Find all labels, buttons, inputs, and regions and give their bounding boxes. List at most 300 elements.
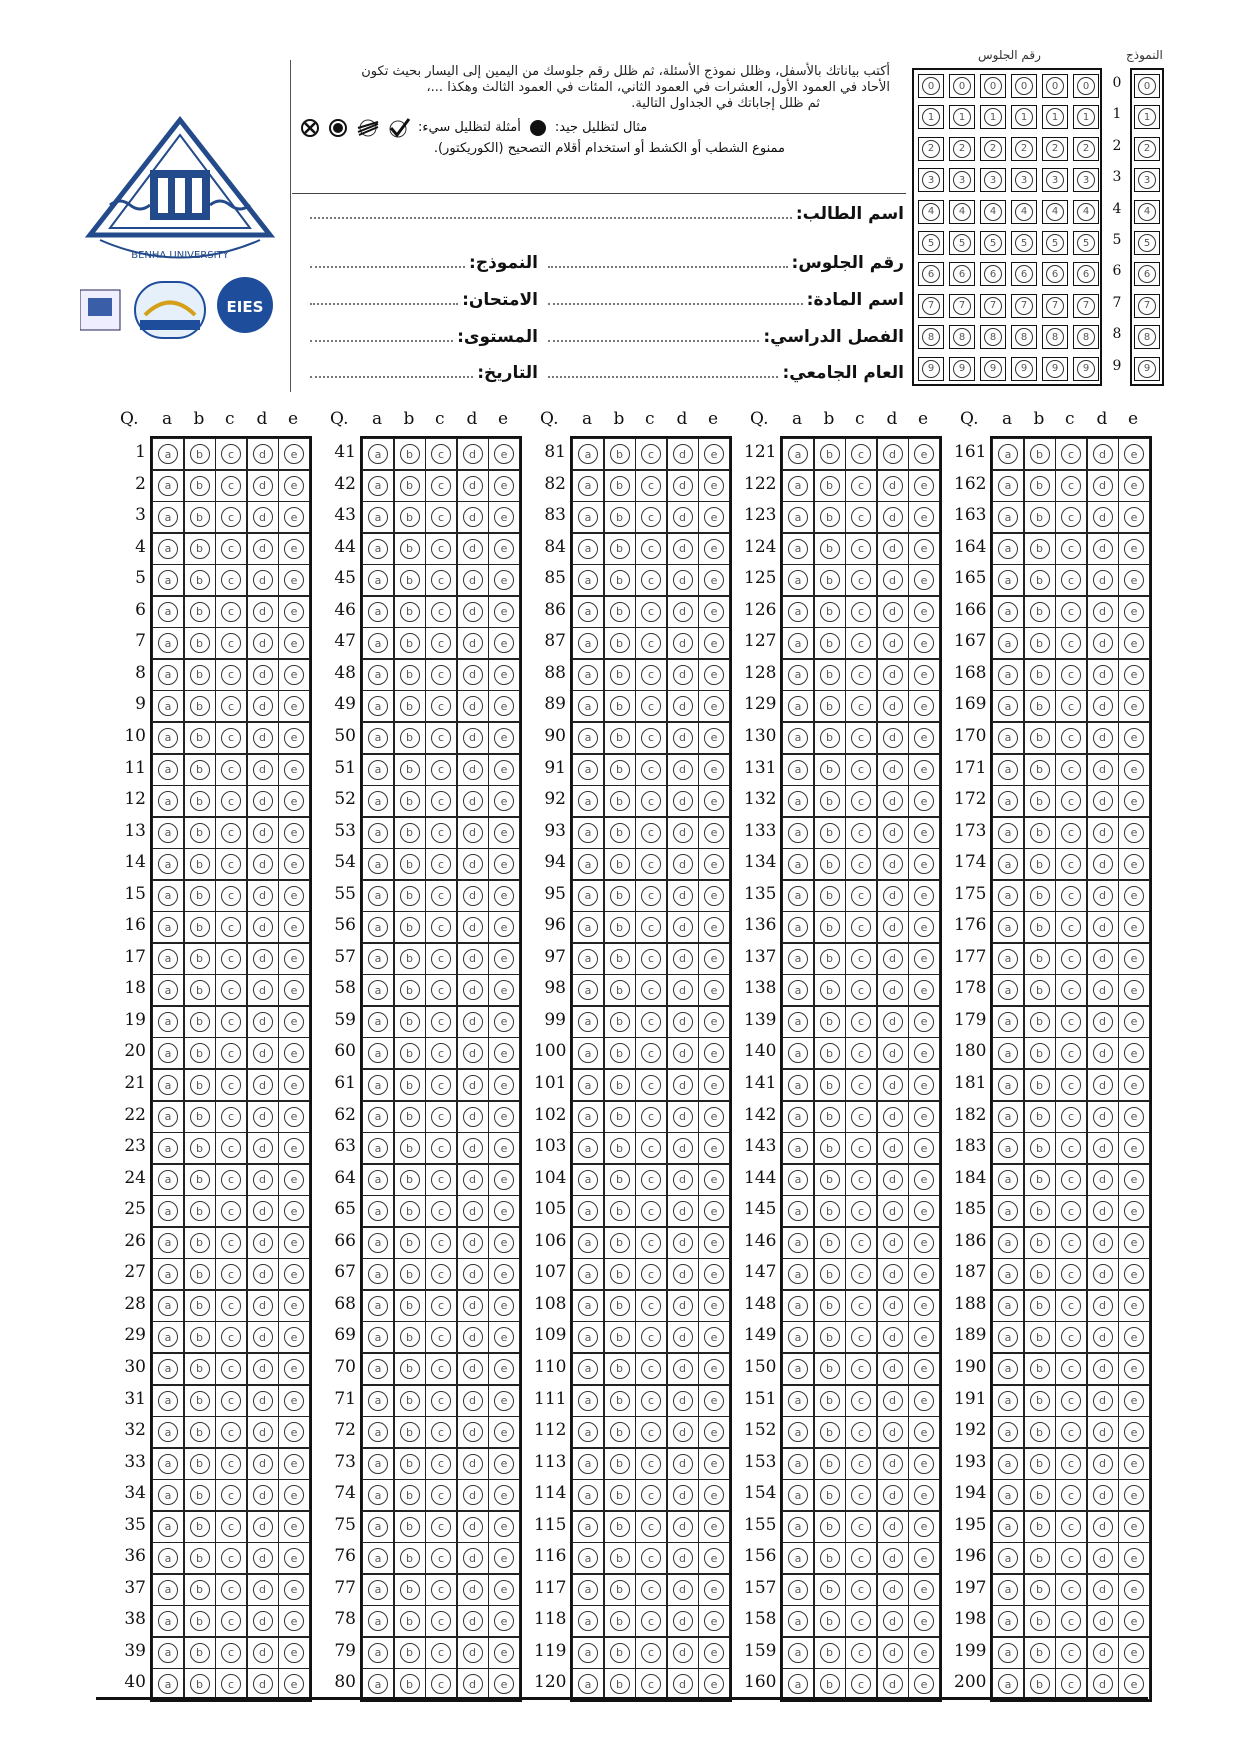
model-digit-cell[interactable] — [1134, 294, 1160, 318]
answer-cell-d[interactable] — [877, 596, 909, 628]
answer-cell-d[interactable] — [667, 943, 699, 975]
answer-cell-a[interactable] — [572, 974, 604, 1006]
answer-cell-e[interactable] — [698, 1195, 730, 1227]
answer-cell-b[interactable] — [184, 911, 216, 943]
answer-cell-e[interactable] — [908, 1069, 940, 1101]
answer-cell-a[interactable] — [992, 470, 1024, 502]
answer-cell-b[interactable] — [814, 533, 846, 565]
answer-cell-e[interactable] — [488, 1258, 520, 1290]
answer-cell-b[interactable] — [814, 722, 846, 754]
answer-cell-e[interactable] — [908, 1006, 940, 1038]
answer-cell-e[interactable] — [488, 1479, 520, 1511]
answer-cell-d[interactable] — [667, 1668, 699, 1700]
answer-cell-e[interactable] — [698, 1605, 730, 1637]
answer-cell-e[interactable] — [908, 1321, 940, 1353]
date-field[interactable] — [310, 363, 538, 383]
answer-cell-b[interactable] — [604, 1385, 636, 1417]
answer-cell-b[interactable] — [394, 1132, 426, 1164]
seat-digit-cell[interactable] — [1042, 294, 1068, 318]
answer-cell-d[interactable] — [877, 848, 909, 880]
answer-cell-c[interactable] — [845, 690, 877, 722]
answer-cell-e[interactable] — [488, 659, 520, 691]
answer-cell-b[interactable] — [814, 659, 846, 691]
answer-cell-b[interactable] — [1024, 1101, 1056, 1133]
answer-cell-a[interactable] — [992, 1101, 1024, 1133]
answer-cell-c[interactable] — [215, 1574, 247, 1606]
answer-cell-c[interactable] — [635, 659, 667, 691]
answer-cell-e[interactable] — [908, 1164, 940, 1196]
answer-cell-e[interactable] — [488, 817, 520, 849]
answer-cell-d[interactable] — [247, 1290, 279, 1322]
answer-cell-a[interactable] — [362, 1416, 394, 1448]
answer-cell-a[interactable] — [152, 1605, 184, 1637]
answer-cell-e[interactable] — [488, 501, 520, 533]
answer-cell-c[interactable] — [425, 722, 457, 754]
answer-cell-d[interactable] — [247, 1101, 279, 1133]
answer-cell-c[interactable] — [635, 1448, 667, 1480]
answer-cell-c[interactable] — [215, 1385, 247, 1417]
answer-cell-b[interactable] — [1024, 880, 1056, 912]
answer-cell-a[interactable] — [992, 1195, 1024, 1227]
seat-digit-cell[interactable] — [949, 357, 975, 381]
answer-cell-a[interactable] — [782, 1006, 814, 1038]
answer-cell-c[interactable] — [845, 817, 877, 849]
answer-cell-c[interactable] — [845, 848, 877, 880]
answer-cell-c[interactable] — [635, 627, 667, 659]
answer-cell-a[interactable] — [782, 1605, 814, 1637]
answer-cell-d[interactable] — [247, 754, 279, 786]
answer-cell-d[interactable] — [247, 438, 279, 470]
answer-cell-a[interactable] — [992, 1479, 1024, 1511]
answer-cell-d[interactable] — [247, 1637, 279, 1669]
answer-cell-e[interactable] — [278, 1164, 310, 1196]
answer-cell-a[interactable] — [152, 1668, 184, 1700]
answer-cell-c[interactable] — [425, 533, 457, 565]
answer-cell-b[interactable] — [184, 1479, 216, 1511]
answer-cell-e[interactable] — [698, 911, 730, 943]
answer-cell-a[interactable] — [572, 1195, 604, 1227]
answer-cell-a[interactable] — [362, 1511, 394, 1543]
seat-digit-cell[interactable] — [1011, 325, 1037, 349]
answer-cell-b[interactable] — [604, 848, 636, 880]
answer-cell-c[interactable] — [1055, 754, 1087, 786]
answer-cell-d[interactable] — [667, 1227, 699, 1259]
answer-cell-e[interactable] — [698, 1164, 730, 1196]
answer-cell-e[interactable] — [278, 596, 310, 628]
answer-cell-e[interactable] — [488, 974, 520, 1006]
answer-cell-b[interactable] — [814, 1511, 846, 1543]
answer-cell-b[interactable] — [184, 1542, 216, 1574]
answer-cell-b[interactable] — [814, 596, 846, 628]
answer-cell-c[interactable] — [215, 1101, 247, 1133]
answer-cell-e[interactable] — [278, 438, 310, 470]
answer-cell-b[interactable] — [604, 1101, 636, 1133]
answer-cell-d[interactable] — [877, 1353, 909, 1385]
answer-cell-d[interactable] — [247, 1195, 279, 1227]
answer-cell-c[interactable] — [215, 1132, 247, 1164]
answer-cell-c[interactable] — [425, 1101, 457, 1133]
answer-cell-a[interactable] — [992, 533, 1024, 565]
answer-cell-b[interactable] — [604, 659, 636, 691]
answer-cell-c[interactable] — [845, 943, 877, 975]
answer-cell-d[interactable] — [667, 1511, 699, 1543]
answer-cell-a[interactable] — [782, 470, 814, 502]
answer-cell-c[interactable] — [845, 1164, 877, 1196]
answer-cell-a[interactable] — [782, 1637, 814, 1669]
answer-cell-e[interactable] — [1118, 438, 1150, 470]
answer-cell-b[interactable] — [184, 1637, 216, 1669]
answer-cell-e[interactable] — [698, 1258, 730, 1290]
answer-cell-e[interactable] — [698, 1416, 730, 1448]
answer-cell-d[interactable] — [457, 1668, 489, 1700]
answer-cell-a[interactable] — [362, 1227, 394, 1259]
answer-cell-d[interactable] — [247, 1227, 279, 1259]
answer-cell-d[interactable] — [247, 1448, 279, 1480]
answer-cell-e[interactable] — [278, 690, 310, 722]
answer-cell-d[interactable] — [1087, 1574, 1119, 1606]
answer-cell-c[interactable] — [1055, 1574, 1087, 1606]
seat-digit-cell[interactable] — [1073, 74, 1099, 98]
answer-cell-e[interactable] — [488, 1164, 520, 1196]
answer-cell-e[interactable] — [698, 1448, 730, 1480]
answer-cell-b[interactable] — [604, 564, 636, 596]
answer-cell-b[interactable] — [394, 627, 426, 659]
answer-cell-a[interactable] — [152, 564, 184, 596]
answer-cell-c[interactable] — [635, 1416, 667, 1448]
answer-cell-d[interactable] — [877, 1637, 909, 1669]
answer-cell-e[interactable] — [488, 596, 520, 628]
answer-cell-e[interactable] — [278, 880, 310, 912]
answer-cell-a[interactable] — [362, 1321, 394, 1353]
answer-cell-b[interactable] — [814, 1321, 846, 1353]
seat-digit-cell[interactable] — [949, 231, 975, 255]
answer-cell-c[interactable] — [845, 1668, 877, 1700]
answer-cell-b[interactable] — [184, 438, 216, 470]
seat-digit-cell[interactable] — [980, 105, 1006, 129]
answer-cell-c[interactable] — [1055, 911, 1087, 943]
answer-cell-a[interactable] — [782, 1290, 814, 1322]
answer-cell-d[interactable] — [457, 1006, 489, 1038]
answer-cell-a[interactable] — [572, 1448, 604, 1480]
answer-cell-c[interactable] — [425, 1069, 457, 1101]
answer-cell-b[interactable] — [184, 564, 216, 596]
answer-cell-e[interactable] — [698, 1290, 730, 1322]
answer-cell-e[interactable] — [908, 974, 940, 1006]
answer-cell-d[interactable] — [457, 1416, 489, 1448]
answer-cell-d[interactable] — [667, 564, 699, 596]
answer-cell-c[interactable] — [1055, 1290, 1087, 1322]
answer-cell-d[interactable] — [247, 1132, 279, 1164]
answer-cell-a[interactable] — [572, 533, 604, 565]
answer-cell-e[interactable] — [488, 1101, 520, 1133]
answer-cell-e[interactable] — [1118, 501, 1150, 533]
answer-cell-a[interactable] — [152, 690, 184, 722]
answer-cell-d[interactable] — [247, 627, 279, 659]
answer-cell-e[interactable] — [278, 1132, 310, 1164]
answer-cell-a[interactable] — [782, 1385, 814, 1417]
answer-cell-d[interactable] — [457, 754, 489, 786]
answer-cell-e[interactable] — [908, 438, 940, 470]
answer-cell-b[interactable] — [604, 911, 636, 943]
answer-cell-d[interactable] — [247, 785, 279, 817]
answer-cell-a[interactable] — [362, 848, 394, 880]
answer-cell-c[interactable] — [425, 1668, 457, 1700]
answer-cell-a[interactable] — [782, 785, 814, 817]
answer-cell-a[interactable] — [992, 754, 1024, 786]
answer-cell-d[interactable] — [877, 564, 909, 596]
answer-cell-c[interactable] — [635, 1605, 667, 1637]
answer-cell-b[interactable] — [184, 1353, 216, 1385]
seat-digit-cell[interactable] — [918, 325, 944, 349]
seat-digit-cell[interactable] — [1042, 262, 1068, 286]
answer-cell-a[interactable] — [782, 1511, 814, 1543]
answer-cell-b[interactable] — [604, 1416, 636, 1448]
answer-cell-c[interactable] — [425, 1006, 457, 1038]
answer-cell-a[interactable] — [152, 1227, 184, 1259]
answer-cell-d[interactable] — [877, 1227, 909, 1259]
answer-cell-e[interactable] — [1118, 1195, 1150, 1227]
answer-cell-e[interactable] — [1118, 1258, 1150, 1290]
answer-cell-a[interactable] — [572, 785, 604, 817]
answer-cell-b[interactable] — [814, 1605, 846, 1637]
answer-cell-d[interactable] — [1087, 1101, 1119, 1133]
answer-cell-e[interactable] — [278, 627, 310, 659]
answer-cell-c[interactable] — [215, 501, 247, 533]
answer-cell-a[interactable] — [782, 722, 814, 754]
answer-cell-c[interactable] — [425, 1574, 457, 1606]
answer-cell-c[interactable] — [845, 1037, 877, 1069]
answer-cell-b[interactable] — [394, 1574, 426, 1606]
answer-cell-e[interactable] — [1118, 627, 1150, 659]
answer-cell-a[interactable] — [362, 438, 394, 470]
answer-cell-d[interactable] — [877, 470, 909, 502]
answer-cell-e[interactable] — [488, 1353, 520, 1385]
answer-cell-c[interactable] — [635, 690, 667, 722]
answer-cell-c[interactable] — [425, 1037, 457, 1069]
answer-cell-a[interactable] — [572, 943, 604, 975]
answer-cell-c[interactable] — [215, 1164, 247, 1196]
answer-cell-e[interactable] — [698, 1574, 730, 1606]
answer-cell-b[interactable] — [394, 1290, 426, 1322]
seat-digit-cell[interactable] — [980, 74, 1006, 98]
answer-cell-c[interactable] — [635, 1542, 667, 1574]
answer-cell-c[interactable] — [425, 974, 457, 1006]
answer-cell-c[interactable] — [635, 943, 667, 975]
answer-cell-c[interactable] — [425, 1385, 457, 1417]
answer-cell-c[interactable] — [215, 1542, 247, 1574]
answer-cell-c[interactable] — [845, 659, 877, 691]
answer-cell-c[interactable] — [845, 1258, 877, 1290]
answer-cell-c[interactable] — [215, 1258, 247, 1290]
answer-cell-b[interactable] — [604, 1448, 636, 1480]
answer-cell-b[interactable] — [604, 596, 636, 628]
answer-cell-c[interactable] — [635, 1258, 667, 1290]
answer-cell-d[interactable] — [1087, 817, 1119, 849]
answer-cell-d[interactable] — [457, 1574, 489, 1606]
answer-cell-e[interactable] — [278, 1037, 310, 1069]
answer-cell-e[interactable] — [1118, 1164, 1150, 1196]
answer-cell-b[interactable] — [184, 1511, 216, 1543]
answer-cell-e[interactable] — [908, 880, 940, 912]
answer-cell-b[interactable] — [184, 1668, 216, 1700]
answer-cell-c[interactable] — [1055, 501, 1087, 533]
answer-cell-e[interactable] — [278, 1069, 310, 1101]
answer-cell-d[interactable] — [667, 627, 699, 659]
answer-cell-e[interactable] — [278, 564, 310, 596]
answer-cell-b[interactable] — [184, 1290, 216, 1322]
answer-cell-c[interactable] — [635, 1353, 667, 1385]
answer-cell-d[interactable] — [1087, 722, 1119, 754]
answer-cell-d[interactable] — [247, 1605, 279, 1637]
answer-cell-e[interactable] — [488, 1668, 520, 1700]
answer-cell-d[interactable] — [457, 1290, 489, 1322]
answer-cell-c[interactable] — [845, 1069, 877, 1101]
answer-cell-e[interactable] — [1118, 596, 1150, 628]
answer-cell-e[interactable] — [488, 722, 520, 754]
answer-cell-e[interactable] — [488, 1037, 520, 1069]
answer-cell-d[interactable] — [457, 1385, 489, 1417]
answer-cell-c[interactable] — [845, 1574, 877, 1606]
model-digit-cell[interactable] — [1134, 105, 1160, 129]
answer-cell-e[interactable] — [908, 1037, 940, 1069]
answer-cell-e[interactable] — [278, 470, 310, 502]
answer-cell-c[interactable] — [1055, 1006, 1087, 1038]
answer-cell-a[interactable] — [992, 1037, 1024, 1069]
answer-cell-d[interactable] — [457, 1637, 489, 1669]
answer-cell-a[interactable] — [782, 1353, 814, 1385]
answer-cell-d[interactable] — [457, 880, 489, 912]
answer-cell-c[interactable] — [1055, 564, 1087, 596]
answer-cell-d[interactable] — [1087, 1227, 1119, 1259]
answer-cell-b[interactable] — [184, 785, 216, 817]
answer-cell-e[interactable] — [278, 533, 310, 565]
answer-cell-e[interactable] — [698, 848, 730, 880]
answer-cell-d[interactable] — [457, 974, 489, 1006]
model-digit-cell[interactable] — [1134, 325, 1160, 349]
answer-cell-b[interactable] — [394, 533, 426, 565]
seat-digit-cell[interactable] — [949, 74, 975, 98]
answer-cell-a[interactable] — [362, 974, 394, 1006]
answer-cell-d[interactable] — [1087, 1448, 1119, 1480]
answer-cell-b[interactable] — [1024, 1448, 1056, 1480]
answer-cell-d[interactable] — [667, 722, 699, 754]
answer-cell-d[interactable] — [667, 438, 699, 470]
answer-cell-b[interactable] — [1024, 974, 1056, 1006]
answer-cell-a[interactable] — [362, 1353, 394, 1385]
answer-cell-c[interactable] — [215, 1511, 247, 1543]
answer-cell-e[interactable] — [1118, 1385, 1150, 1417]
answer-cell-b[interactable] — [604, 1037, 636, 1069]
answer-cell-a[interactable] — [572, 659, 604, 691]
answer-cell-d[interactable] — [247, 564, 279, 596]
answer-cell-a[interactable] — [572, 722, 604, 754]
model-digit-cell[interactable] — [1134, 231, 1160, 255]
answer-cell-b[interactable] — [814, 785, 846, 817]
answer-cell-c[interactable] — [635, 1101, 667, 1133]
answer-cell-e[interactable] — [1118, 880, 1150, 912]
answer-cell-d[interactable] — [247, 974, 279, 1006]
answer-cell-a[interactable] — [992, 1542, 1024, 1574]
answer-cell-e[interactable] — [278, 1227, 310, 1259]
answer-cell-c[interactable] — [425, 785, 457, 817]
answer-cell-e[interactable] — [908, 1605, 940, 1637]
answer-cell-a[interactable] — [362, 1542, 394, 1574]
answer-cell-d[interactable] — [1087, 1037, 1119, 1069]
answer-cell-d[interactable] — [1087, 754, 1119, 786]
answer-cell-e[interactable] — [908, 1353, 940, 1385]
seat-digit-cell[interactable] — [1011, 105, 1037, 129]
seat-digit-cell[interactable] — [1011, 262, 1037, 286]
answer-cell-a[interactable] — [782, 501, 814, 533]
answer-cell-c[interactable] — [1055, 1668, 1087, 1700]
answer-cell-c[interactable] — [635, 1006, 667, 1038]
seat-digit-cell[interactable] — [1073, 200, 1099, 224]
answer-cell-e[interactable] — [488, 1511, 520, 1543]
answer-cell-d[interactable] — [1087, 1006, 1119, 1038]
answer-cell-c[interactable] — [425, 1290, 457, 1322]
answer-cell-c[interactable] — [425, 501, 457, 533]
answer-cell-e[interactable] — [488, 690, 520, 722]
answer-cell-d[interactable] — [1087, 848, 1119, 880]
answer-cell-a[interactable] — [572, 438, 604, 470]
answer-cell-e[interactable] — [278, 943, 310, 975]
seat-digit-cell[interactable] — [1011, 74, 1037, 98]
answer-cell-a[interactable] — [572, 501, 604, 533]
answer-cell-e[interactable] — [908, 943, 940, 975]
answer-cell-d[interactable] — [1087, 1385, 1119, 1417]
answer-cell-b[interactable] — [814, 1227, 846, 1259]
seat-digit-cell[interactable] — [1073, 168, 1099, 192]
answer-cell-a[interactable] — [152, 1290, 184, 1322]
answer-cell-a[interactable] — [362, 817, 394, 849]
answer-cell-a[interactable] — [152, 1132, 184, 1164]
answer-cell-b[interactable] — [814, 1637, 846, 1669]
answer-cell-a[interactable] — [782, 911, 814, 943]
answer-cell-e[interactable] — [1118, 1069, 1150, 1101]
seat-digit-cell[interactable] — [980, 294, 1006, 318]
answer-cell-a[interactable] — [992, 690, 1024, 722]
answer-cell-d[interactable] — [247, 1164, 279, 1196]
answer-cell-d[interactable] — [457, 1037, 489, 1069]
answer-cell-d[interactable] — [1087, 1416, 1119, 1448]
answer-cell-d[interactable] — [1087, 501, 1119, 533]
answer-cell-e[interactable] — [1118, 1416, 1150, 1448]
answer-cell-b[interactable] — [604, 1479, 636, 1511]
seat-digit-cell[interactable] — [949, 168, 975, 192]
answer-cell-b[interactable] — [394, 1448, 426, 1480]
answer-cell-b[interactable] — [604, 1006, 636, 1038]
answer-cell-c[interactable] — [845, 1511, 877, 1543]
answer-cell-a[interactable] — [362, 943, 394, 975]
answer-cell-b[interactable] — [814, 1385, 846, 1417]
answer-cell-b[interactable] — [184, 501, 216, 533]
answer-cell-a[interactable] — [572, 1574, 604, 1606]
answer-cell-b[interactable] — [184, 1037, 216, 1069]
answer-cell-e[interactable] — [698, 627, 730, 659]
answer-cell-d[interactable] — [877, 722, 909, 754]
answer-cell-b[interactable] — [394, 754, 426, 786]
answer-cell-b[interactable] — [1024, 1385, 1056, 1417]
answer-cell-b[interactable] — [184, 470, 216, 502]
answer-cell-c[interactable] — [845, 1321, 877, 1353]
answer-cell-d[interactable] — [457, 627, 489, 659]
answer-cell-b[interactable] — [394, 470, 426, 502]
answer-cell-c[interactable] — [845, 974, 877, 1006]
answer-cell-d[interactable] — [877, 1164, 909, 1196]
answer-cell-e[interactable] — [278, 659, 310, 691]
answer-cell-a[interactable] — [992, 627, 1024, 659]
answer-cell-e[interactable] — [698, 564, 730, 596]
